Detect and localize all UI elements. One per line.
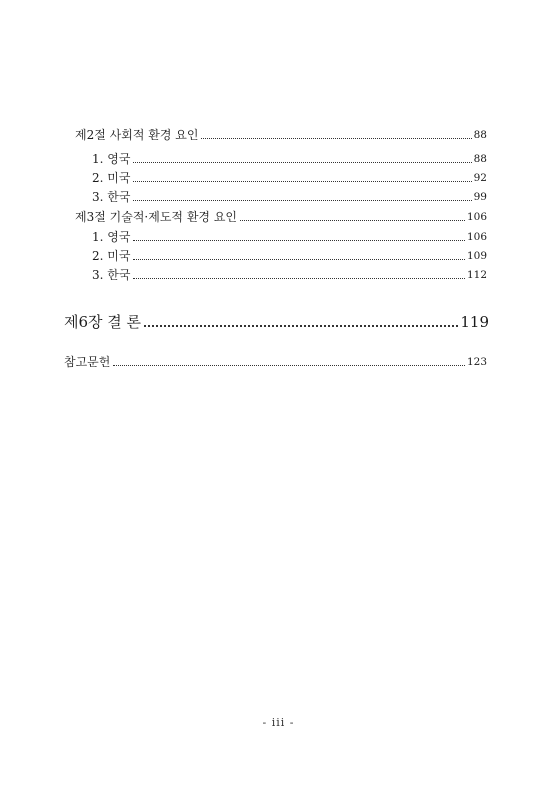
toc-page-number: 88: [473, 153, 487, 165]
toc-page-number: 119: [460, 313, 489, 331]
toc-label: 1. 영국: [92, 152, 131, 166]
toc-label: 제3절 기술적·제도적 환경 요인: [75, 210, 237, 224]
toc-references[interactable]: [64, 355, 487, 369]
toc-item-uk[interactable]: [92, 152, 487, 166]
toc-label: 3. 한국: [92, 190, 131, 204]
toc-section-3[interactable]: [75, 210, 487, 224]
toc-page-number: 112: [466, 269, 487, 281]
dot-leader: [240, 220, 465, 221]
dot-leader: [133, 240, 465, 241]
toc-page-number: 92: [473, 172, 487, 184]
dot-leader: [133, 200, 471, 201]
toc-label: 1. 영국: [92, 230, 131, 244]
toc-section-2[interactable]: [75, 128, 487, 142]
toc-item-us-2[interactable]: [92, 249, 487, 263]
toc-item-korea-2[interactable]: [92, 268, 487, 282]
toc-page-number: 109: [466, 250, 487, 262]
toc-page-number: 123: [466, 356, 487, 368]
toc-label: 3. 한국: [92, 268, 131, 282]
toc-label: 2. 미국: [92, 249, 131, 263]
dot-leader: [133, 181, 471, 182]
page-footer-number: - iii -: [262, 716, 295, 729]
dot-leader: [201, 138, 471, 139]
dot-leader: [133, 162, 471, 163]
toc-item-korea[interactable]: [92, 190, 487, 204]
dot-leader: [133, 259, 465, 260]
toc-label: 제6장 결 론: [64, 313, 142, 331]
toc-item-us[interactable]: [92, 171, 487, 185]
toc-chapter-6[interactable]: [64, 313, 489, 331]
dot-leader: [113, 365, 465, 366]
toc-page-number: 106: [466, 231, 487, 243]
toc-page-number: 106: [466, 211, 487, 223]
toc-item-uk-2[interactable]: [92, 230, 487, 244]
toc-page-number: 88: [473, 129, 487, 141]
toc-label: 2. 미국: [92, 171, 131, 185]
dot-leader: [133, 278, 465, 279]
toc-label: 제2절 사회적 환경 요인: [75, 128, 199, 142]
dot-leader: [144, 325, 458, 327]
toc-page-number: 99: [473, 191, 487, 203]
toc-label: 참고문헌: [64, 355, 111, 369]
